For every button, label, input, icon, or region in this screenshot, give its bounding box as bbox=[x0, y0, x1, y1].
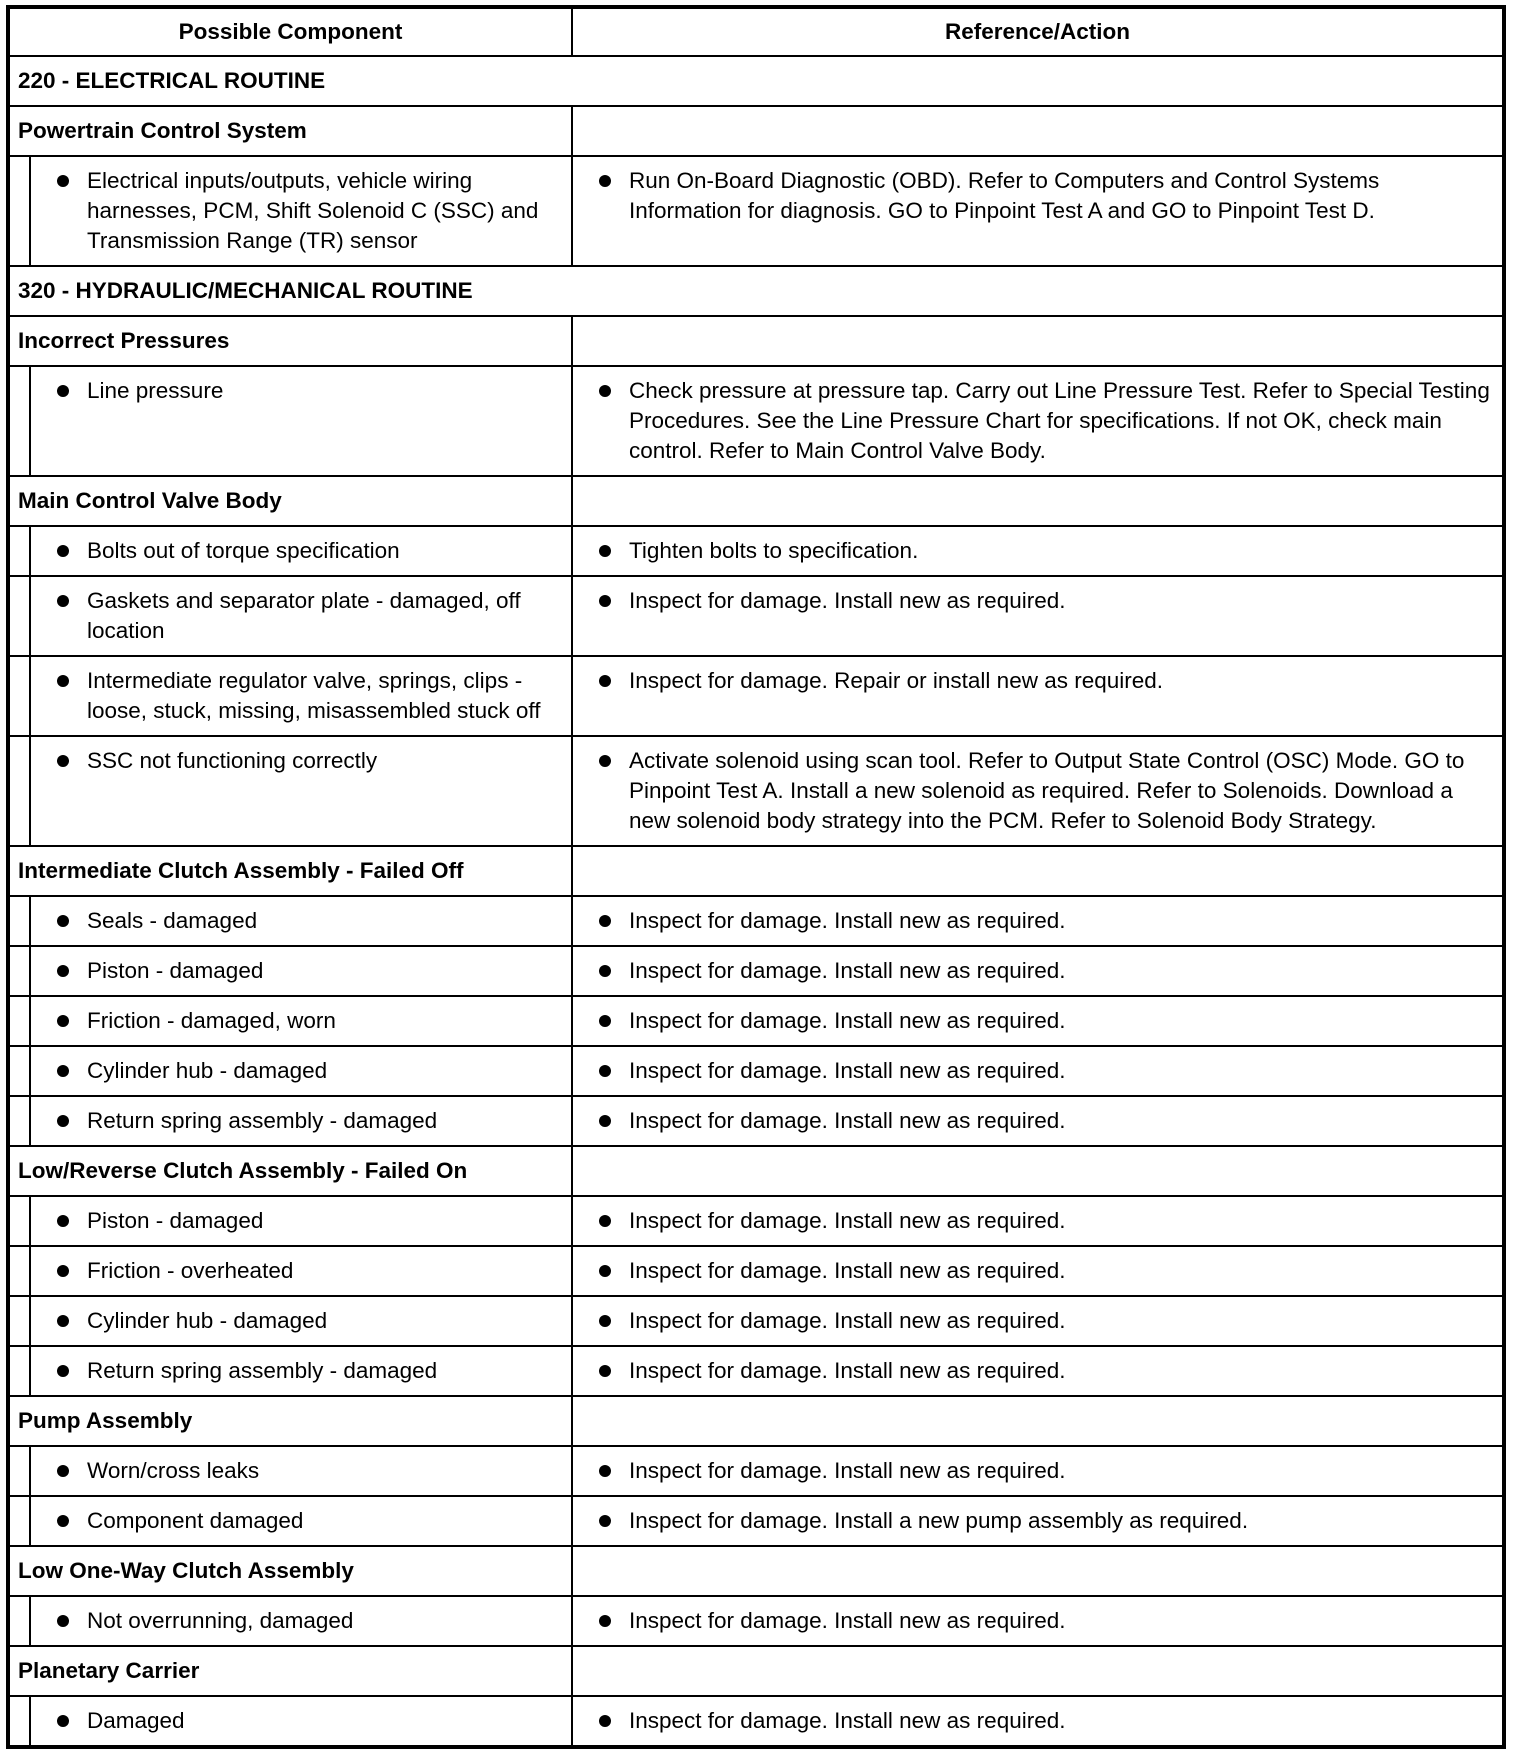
action-cell bbox=[572, 1446, 1504, 1496]
component-cell bbox=[30, 946, 572, 996]
component-cell bbox=[30, 576, 572, 656]
bullet-icon bbox=[57, 1515, 69, 1527]
action-cell bbox=[572, 366, 1504, 476]
indent-cell bbox=[8, 1196, 30, 1246]
group-action-empty bbox=[572, 1546, 1504, 1596]
action-cell bbox=[572, 1046, 1504, 1096]
component-cell bbox=[30, 996, 572, 1046]
table-row bbox=[8, 1596, 1504, 1646]
bullet-icon bbox=[57, 1315, 69, 1327]
indent-cell bbox=[8, 656, 30, 736]
table-row bbox=[8, 576, 1504, 656]
component-text: Seals - damaged bbox=[87, 908, 258, 933]
action-cell bbox=[572, 576, 1504, 656]
action-text: Inspect for damage. Install new as required. bbox=[629, 1358, 1066, 1383]
action-cell bbox=[572, 1696, 1504, 1747]
bullet-icon bbox=[599, 1615, 611, 1627]
component-bullet-item bbox=[39, 1456, 563, 1486]
bullet-icon bbox=[599, 175, 611, 187]
action-text: Inspect for damage. Install new as required. bbox=[629, 588, 1066, 613]
component-text: Cylinder hub - damaged bbox=[87, 1308, 328, 1333]
action-bullet-item bbox=[581, 1356, 1494, 1386]
table-row bbox=[8, 946, 1504, 996]
action-bullet-item bbox=[581, 746, 1494, 836]
group-action-empty bbox=[572, 316, 1504, 366]
bullet-icon bbox=[599, 1115, 611, 1127]
component-bullet-item bbox=[39, 1356, 563, 1386]
action-bullet-item bbox=[581, 956, 1494, 986]
action-text: Run On-Board Diagnostic (OBD). Refer to Computers and Control Systems Information for diagnosis. GO to Pinpoint Test A and GO to Pinpoint Test D. bbox=[629, 168, 1380, 223]
component-text: Return spring assembly - damaged bbox=[87, 1108, 438, 1133]
routine-title: 220 - ELECTRICAL ROUTINE bbox=[8, 56, 1504, 106]
action-text: Inspect for damage. Install new as required. bbox=[629, 1008, 1066, 1033]
action-bullet-item bbox=[581, 1306, 1494, 1336]
action-text: Inspect for damage. Install new as required. bbox=[629, 1208, 1066, 1233]
component-cell bbox=[30, 1596, 572, 1646]
group-title: Main Control Valve Body bbox=[8, 476, 572, 526]
action-text: Inspect for damage. Install a new pump assembly as required. bbox=[629, 1508, 1249, 1533]
action-cell bbox=[572, 996, 1504, 1046]
action-text: Inspect for damage. Install new as required. bbox=[629, 1708, 1066, 1733]
group-action-empty bbox=[572, 476, 1504, 526]
group-row bbox=[8, 476, 1504, 526]
bullet-icon bbox=[599, 545, 611, 557]
component-cell bbox=[30, 896, 572, 946]
bullet-icon bbox=[57, 1015, 69, 1027]
bullet-icon bbox=[57, 1615, 69, 1627]
bullet-icon bbox=[599, 1265, 611, 1277]
group-row bbox=[8, 846, 1504, 896]
group-row bbox=[8, 1646, 1504, 1696]
bullet-icon bbox=[599, 1215, 611, 1227]
action-bullet-item bbox=[581, 1006, 1494, 1036]
group-title: Low One-Way Clutch Assembly bbox=[8, 1546, 572, 1596]
action-bullet-item bbox=[581, 1106, 1494, 1136]
component-cell bbox=[30, 1346, 572, 1396]
bullet-icon bbox=[599, 1365, 611, 1377]
group-action-empty bbox=[572, 106, 1504, 156]
bullet-icon bbox=[599, 1465, 611, 1477]
component-bullet-item bbox=[39, 1106, 563, 1136]
component-text: Piston - damaged bbox=[87, 1208, 264, 1233]
bullet-icon bbox=[57, 1465, 69, 1477]
component-bullet-item bbox=[39, 1306, 563, 1336]
component-cell bbox=[30, 1496, 572, 1546]
group-title: Planetary Carrier bbox=[8, 1646, 572, 1696]
bullet-icon bbox=[57, 965, 69, 977]
bullet-icon bbox=[57, 1365, 69, 1377]
bullet-icon bbox=[57, 755, 69, 767]
table-row bbox=[8, 996, 1504, 1046]
group-row bbox=[8, 106, 1504, 156]
indent-cell bbox=[8, 1596, 30, 1646]
group-title: Low/Reverse Clutch Assembly - Failed On bbox=[8, 1146, 572, 1196]
component-cell bbox=[30, 1196, 572, 1246]
component-cell bbox=[30, 156, 572, 266]
action-cell bbox=[572, 1196, 1504, 1246]
indent-cell bbox=[8, 526, 30, 576]
bullet-icon bbox=[57, 595, 69, 607]
action-bullet-item bbox=[581, 1506, 1494, 1536]
action-text: Inspect for damage. Install new as required. bbox=[629, 908, 1066, 933]
action-bullet-item bbox=[581, 586, 1494, 616]
table-row bbox=[8, 1196, 1504, 1246]
component-text: Not overrunning, damaged bbox=[87, 1608, 354, 1633]
table-row bbox=[8, 896, 1504, 946]
component-cell bbox=[30, 1246, 572, 1296]
component-cell bbox=[30, 1046, 572, 1096]
component-bullet-item bbox=[39, 1506, 563, 1536]
bullet-icon bbox=[599, 965, 611, 977]
table-row bbox=[8, 1446, 1504, 1496]
bullet-icon bbox=[57, 1265, 69, 1277]
table-row bbox=[8, 1346, 1504, 1396]
group-row bbox=[8, 316, 1504, 366]
bullet-icon bbox=[57, 175, 69, 187]
component-bullet-item bbox=[39, 1206, 563, 1236]
action-bullet-item bbox=[581, 1206, 1494, 1236]
bullet-icon bbox=[57, 385, 69, 397]
component-text: Friction - damaged, worn bbox=[87, 1008, 336, 1033]
component-bullet-item bbox=[39, 166, 563, 256]
component-text: Line pressure bbox=[87, 378, 224, 403]
action-cell bbox=[572, 1496, 1504, 1546]
group-row bbox=[8, 1546, 1504, 1596]
action-text: Inspect for damage. Repair or install new as required. bbox=[629, 668, 1164, 693]
table-body bbox=[8, 56, 1504, 1747]
component-bullet-item bbox=[39, 1706, 563, 1736]
group-title: Pump Assembly bbox=[8, 1396, 572, 1446]
component-bullet-item bbox=[39, 1056, 563, 1086]
component-cell bbox=[30, 1696, 572, 1747]
bullet-icon bbox=[57, 1115, 69, 1127]
bullet-icon bbox=[599, 1065, 611, 1077]
component-text: Worn/cross leaks bbox=[87, 1458, 260, 1483]
bullet-icon bbox=[57, 1065, 69, 1077]
group-action-empty bbox=[572, 1646, 1504, 1696]
bullet-icon bbox=[57, 1715, 69, 1727]
action-text: Inspect for damage. Install new as required. bbox=[629, 1458, 1066, 1483]
component-text: SSC not functioning correctly bbox=[87, 748, 378, 773]
group-row bbox=[8, 1146, 1504, 1196]
bullet-icon bbox=[599, 385, 611, 397]
component-cell bbox=[30, 736, 572, 846]
action-bullet-item bbox=[581, 166, 1494, 226]
component-cell bbox=[30, 366, 572, 476]
component-text: Piston - damaged bbox=[87, 958, 264, 983]
action-cell bbox=[572, 1096, 1504, 1146]
action-bullet-item bbox=[581, 906, 1494, 936]
column-header-action: Reference/Action bbox=[572, 7, 1504, 56]
component-text: Component damaged bbox=[87, 1508, 304, 1533]
action-bullet-item bbox=[581, 1256, 1494, 1286]
group-title: Incorrect Pressures bbox=[8, 316, 572, 366]
action-bullet-item bbox=[581, 536, 1494, 566]
indent-cell bbox=[8, 1696, 30, 1747]
action-cell bbox=[572, 1346, 1504, 1396]
indent-cell bbox=[8, 946, 30, 996]
indent-cell bbox=[8, 156, 30, 266]
indent-cell bbox=[8, 896, 30, 946]
indent-cell bbox=[8, 1296, 30, 1346]
component-text: Electrical inputs/outputs, vehicle wiring harnesses, PCM, Shift Solenoid C (SSC) and Transmission Range (TR) sensor bbox=[87, 168, 539, 253]
action-cell bbox=[572, 156, 1504, 266]
indent-cell bbox=[8, 1246, 30, 1296]
bullet-icon bbox=[599, 1015, 611, 1027]
component-bullet-item bbox=[39, 666, 563, 726]
action-cell bbox=[572, 1596, 1504, 1646]
component-text: Gaskets and separator plate - damaged, off location bbox=[87, 588, 521, 643]
action-cell bbox=[572, 656, 1504, 736]
component-cell bbox=[30, 1096, 572, 1146]
action-cell bbox=[572, 526, 1504, 576]
group-title: Powertrain Control System bbox=[8, 106, 572, 156]
indent-cell bbox=[8, 576, 30, 656]
action-cell bbox=[572, 946, 1504, 996]
diagnosis-table bbox=[6, 5, 1506, 1749]
bullet-icon bbox=[57, 915, 69, 927]
bullet-icon bbox=[57, 675, 69, 687]
table-row bbox=[8, 1096, 1504, 1146]
bullet-icon bbox=[599, 915, 611, 927]
bullet-icon bbox=[599, 1715, 611, 1727]
bullet-icon bbox=[57, 1215, 69, 1227]
group-row bbox=[8, 1396, 1504, 1446]
component-bullet-item bbox=[39, 1006, 563, 1036]
action-bullet-item bbox=[581, 1606, 1494, 1636]
indent-cell bbox=[8, 1046, 30, 1096]
component-bullet-item bbox=[39, 956, 563, 986]
action-text: Inspect for damage. Install new as required. bbox=[629, 1608, 1066, 1633]
routine-row bbox=[8, 56, 1504, 106]
bullet-icon bbox=[599, 1515, 611, 1527]
action-bullet-item bbox=[581, 1056, 1494, 1086]
component-cell bbox=[30, 526, 572, 576]
group-title: Intermediate Clutch Assembly - Failed Off bbox=[8, 846, 572, 896]
action-cell bbox=[572, 736, 1504, 846]
component-bullet-item bbox=[39, 376, 563, 406]
bullet-icon bbox=[57, 545, 69, 557]
component-text: Damaged bbox=[87, 1708, 185, 1733]
component-bullet-item bbox=[39, 906, 563, 936]
action-bullet-item bbox=[581, 1456, 1494, 1486]
bullet-icon bbox=[599, 595, 611, 607]
component-cell bbox=[30, 1446, 572, 1496]
action-text: Inspect for damage. Install new as required. bbox=[629, 1258, 1066, 1283]
routine-row bbox=[8, 266, 1504, 316]
component-bullet-item bbox=[39, 1256, 563, 1286]
action-text: Tighten bolts to specification. bbox=[629, 538, 919, 563]
action-text: Check pressure at pressure tap. Carry out Line Pressure Test. Refer to Special Testing Procedures. See the Line Pressure Chart for specifications. If not OK, check main control. Refer to Main Control Valve Body. bbox=[629, 378, 1490, 463]
component-cell bbox=[30, 656, 572, 736]
table-row bbox=[8, 736, 1504, 846]
action-text: Activate solenoid using scan tool. Refer to Output State Control (OSC) Mode. GO to Pinpoint Test A. Install a new solenoid as required. Refer to Solenoids. Download a new solenoid body strategy into the PCM. Refer to Solenoid Body Strategy. bbox=[629, 748, 1465, 833]
table-row bbox=[8, 526, 1504, 576]
component-bullet-item bbox=[39, 586, 563, 646]
action-bullet-item bbox=[581, 666, 1494, 696]
indent-cell bbox=[8, 1346, 30, 1396]
indent-cell bbox=[8, 1446, 30, 1496]
action-cell bbox=[572, 1296, 1504, 1346]
header-row bbox=[8, 7, 1504, 56]
action-text: Inspect for damage. Install new as required. bbox=[629, 1058, 1066, 1083]
group-action-empty bbox=[572, 846, 1504, 896]
action-cell bbox=[572, 896, 1504, 946]
action-bullet-item bbox=[581, 1706, 1494, 1736]
column-header-component: Possible Component bbox=[8, 7, 572, 56]
table-row bbox=[8, 1296, 1504, 1346]
component-text: Intermediate regulator valve, springs, clips - loose, stuck, missing, misassembled stuck off bbox=[87, 668, 541, 723]
component-bullet-item bbox=[39, 1606, 563, 1636]
action-cell bbox=[572, 1246, 1504, 1296]
table-row bbox=[8, 1496, 1504, 1546]
action-text: Inspect for damage. Install new as required. bbox=[629, 958, 1066, 983]
indent-cell bbox=[8, 996, 30, 1046]
indent-cell bbox=[8, 366, 30, 476]
table-row bbox=[8, 366, 1504, 476]
table-row bbox=[8, 1046, 1504, 1096]
table-row bbox=[8, 656, 1504, 736]
action-text: Inspect for damage. Install new as required. bbox=[629, 1308, 1066, 1333]
component-text: Friction - overheated bbox=[87, 1258, 294, 1283]
bullet-icon bbox=[599, 1315, 611, 1327]
component-bullet-item bbox=[39, 536, 563, 566]
action-bullet-item bbox=[581, 376, 1494, 466]
group-action-empty bbox=[572, 1396, 1504, 1446]
component-text: Bolts out of torque specification bbox=[87, 538, 400, 563]
table-row bbox=[8, 156, 1504, 266]
component-text: Return spring assembly - damaged bbox=[87, 1358, 438, 1383]
indent-cell bbox=[8, 1496, 30, 1546]
bullet-icon bbox=[599, 675, 611, 687]
bullet-icon bbox=[599, 755, 611, 767]
indent-cell bbox=[8, 1096, 30, 1146]
group-action-empty bbox=[572, 1146, 1504, 1196]
component-cell bbox=[30, 1296, 572, 1346]
action-text: Inspect for damage. Install new as required. bbox=[629, 1108, 1066, 1133]
routine-title: 320 - HYDRAULIC/MECHANICAL ROUTINE bbox=[8, 266, 1504, 316]
table-row bbox=[8, 1246, 1504, 1296]
component-bullet-item bbox=[39, 746, 563, 776]
indent-cell bbox=[8, 736, 30, 846]
table-row bbox=[8, 1696, 1504, 1747]
component-text: Cylinder hub - damaged bbox=[87, 1058, 328, 1083]
